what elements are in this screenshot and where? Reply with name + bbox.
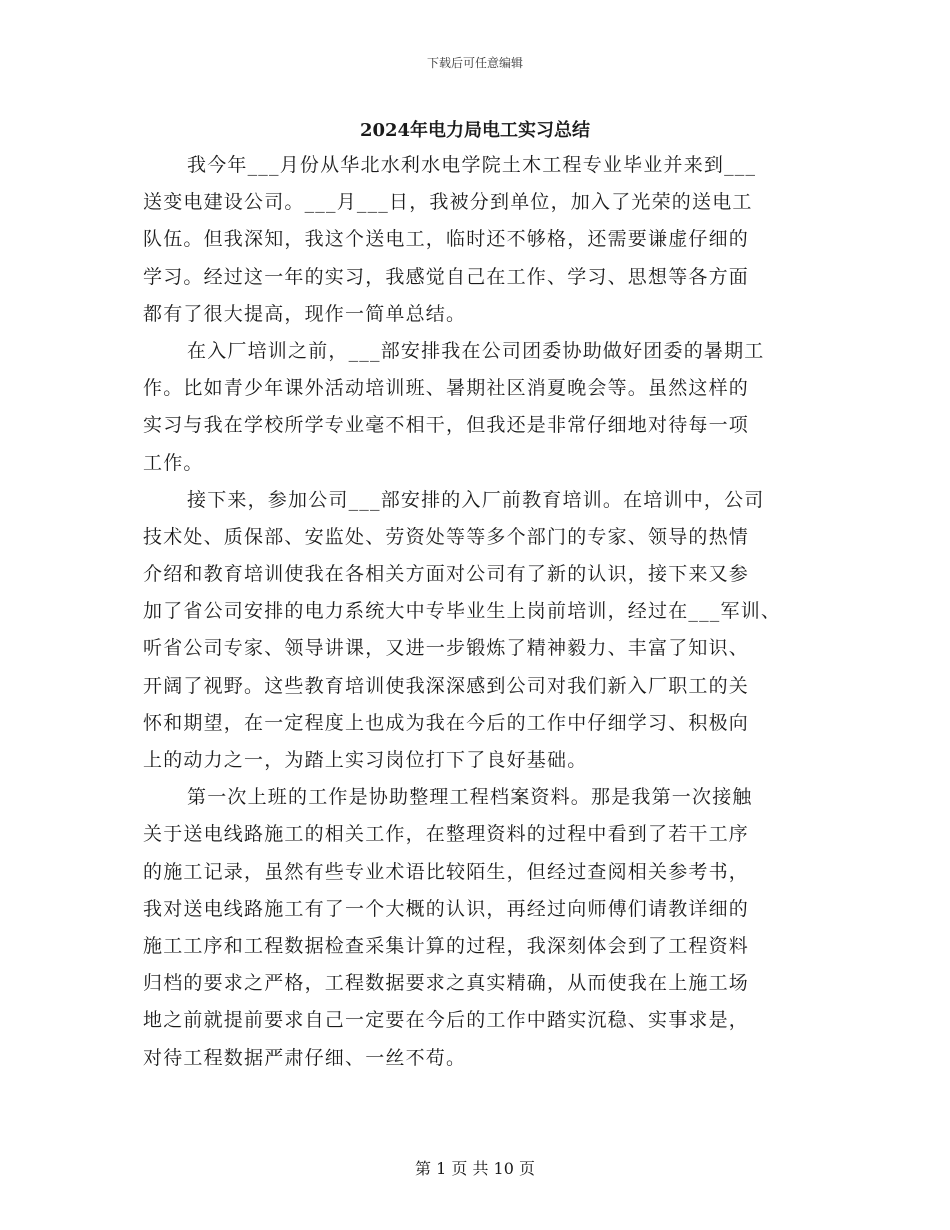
body-line: 实习与我在学校所学专业毫不相干，但我还是非常仔细地对待每一项	[143, 414, 750, 437]
body-line: 听省公司专家、领导讲课，又进一步锻炼了精神毅力、丰富了知识、	[143, 637, 750, 660]
document-title: 2024年电力局电工实习总结	[359, 120, 591, 141]
body-line: 地之前就提前要求自己一定要在今后的工作中踏实沉稳、实事求是，	[143, 1009, 750, 1032]
body-line: 的施工记录，虽然有些专业术语比较陌生，但经过查阅相关参考书，	[143, 860, 750, 883]
body-line: 上的动力之一，为踏上实习岗位打下了良好基础。	[143, 749, 588, 771]
body-line: 关于送电线路施工的相关工作，在整理资料的过程中看到了若干工序	[143, 823, 750, 846]
body-line: 送变电建设公司。___月___日，我被分到单位，加入了光荣的送电工	[143, 191, 753, 214]
body-line: 开阔了视野。这些教育培训使我深深感到公司对我们新入厂职工的关	[143, 674, 750, 697]
body-line: 队伍。但我深知，我这个送电工，临时还不够格，还需要谦虚仔细的	[143, 228, 750, 251]
body-line: 在入厂培训之前，___部安排我在公司团委协助做好团委的暑期工	[187, 339, 765, 362]
body-line: 对待工程数据严肃仔细、一丝不苟。	[143, 1046, 467, 1069]
document-body	[143, 147, 823, 1077]
body-line: 工作。	[143, 451, 204, 474]
body-line: 技术处、质保部、安监处、劳资处等等多个部门的专家、领导的热情	[143, 525, 750, 548]
body-line: 我对送电线路施工有了一个大概的认识，再经过向师傅们请教详细的	[143, 897, 750, 920]
body-line: 我今年___月份从华北水利水电学院土木工程专业毕业并来到___	[187, 154, 757, 176]
page-number: 第 1 页 共 10 页	[415, 1159, 535, 1178]
body-line: 加了省公司安排的电力系统大中专毕业生上岗前培训，经过在___军训、	[143, 600, 782, 623]
body-line: 怀和期望，在一定程度上也成为我在今后的工作中仔细学习、积极向	[143, 711, 750, 734]
body-line: 都有了很大提高，现作一简单总结。	[143, 302, 467, 325]
body-line: 归档的要求之严格，工程数据要求之真实精确，从而使我在上施工场	[143, 972, 750, 995]
body-line: 学习。经过这一年的实习，我感觉自己在工作、学习、思想等各方面	[143, 265, 750, 288]
body-line: 作。比如青少年课外活动培训班、暑期社区消夏晚会等。虽然这样的	[143, 377, 750, 400]
body-line: 第一次上班的工作是协助整理工程档案资料。那是我第一次接触	[187, 786, 753, 809]
body-line: 施工工序和工程数据检查采集计算的过程，我深刻体会到了工程资料	[143, 934, 750, 957]
body-line: 接下来，参加公司___部安排的入厂前教育培训。在培训中，公司	[187, 488, 765, 511]
body-line: 介绍和教育培训使我在各相关方面对公司有了新的认识，接下来又参	[143, 563, 750, 586]
page-header-note: 下载后可任意编辑	[426, 56, 523, 70]
